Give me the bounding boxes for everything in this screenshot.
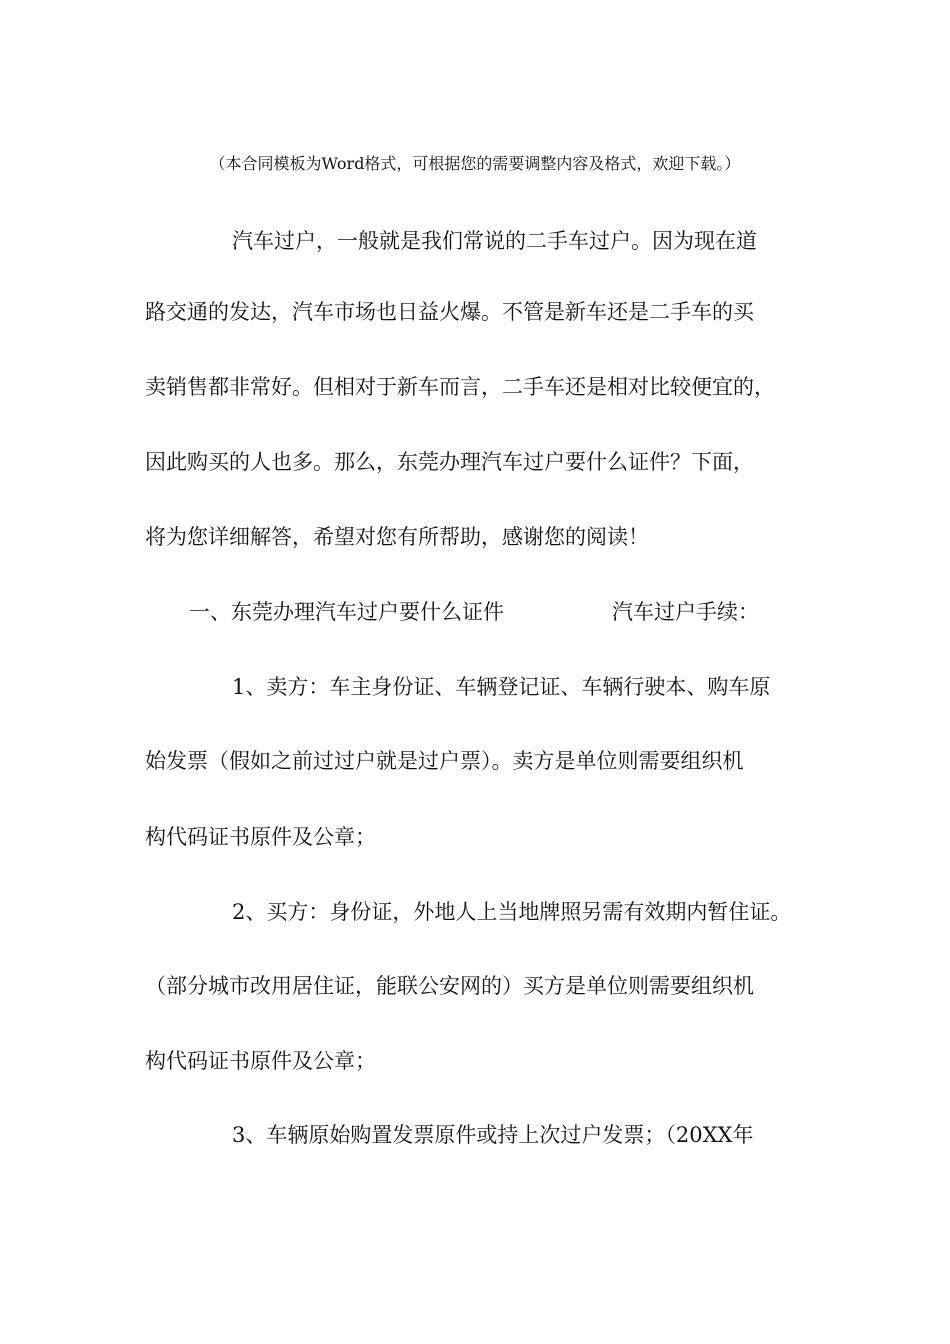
paragraph-line-intro-1: 汽车过户，一般就是我们常说的二手车过户。因为现在道 <box>232 229 757 253</box>
subheading-procedures: 汽车过户手续： <box>612 600 759 624</box>
paragraph-line-intro-2: 路交通的发达，汽车市场也日益火爆。不管是新车还是二手车的买 <box>145 300 754 324</box>
item-buyer-line-2: （部分城市改用居住证，能联公安网的）买方是单位则需要组织机 <box>145 974 754 998</box>
paragraph-line-intro-3: 卖销售都非常好。但相对于新车而言，二手车还是相对比较便宜的， <box>145 375 775 399</box>
item-buyer-line-3: 构代码证书原件及公章； <box>145 1049 376 1073</box>
item-invoice-line-1: 3、车辆原始购置发票原件或持上次过户发票；（20XX年 <box>232 1123 754 1147</box>
paragraph-line-intro-4: 因此购买的人也多。那么，东莞办理汽车过户要什么证件？下面， <box>145 450 754 474</box>
item-seller-line-3: 构代码证书原件及公章； <box>145 825 376 849</box>
item-seller-line-1: 1、卖方：车主身份证、车辆登记证、车辆行驶本、购车原 <box>232 675 771 699</box>
item-buyer-line-1: 2、买方：身份证，外地人上当地牌照另需有效期内暂住证。 <box>232 900 792 924</box>
template-note: （本合同模板为Word格式，可根据您的需要调整内容及格式，欢迎下载。） <box>209 154 741 173</box>
paragraph-line-intro-5: 将为您详细解答，希望对您有所帮助，感谢您的阅读！ <box>145 525 649 549</box>
section-heading: 一、东莞办理汽车过户要什么证件 <box>189 600 504 624</box>
item-seller-line-2: 始发票（假如之前过过户就是过户票）。卖方是单位则需要组织机 <box>145 749 744 773</box>
